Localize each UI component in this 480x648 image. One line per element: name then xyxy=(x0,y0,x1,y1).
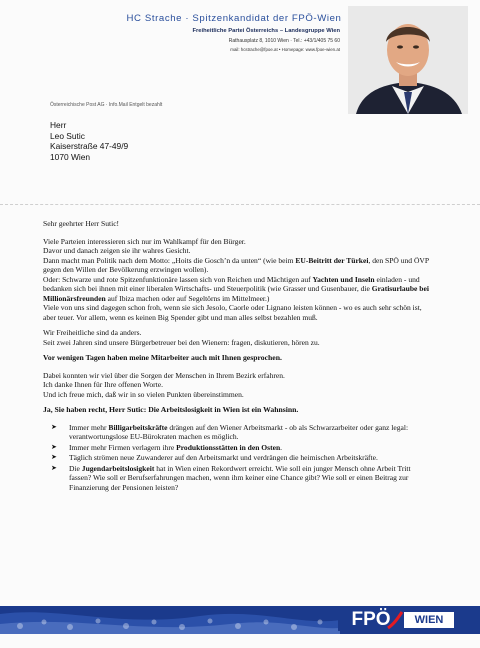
intro-line-4e: auf Ibiza machen oder auf Segeltörns im Mittelmeer.) xyxy=(105,293,270,303)
thanks-line-3: Und ich freue mich, daß wir in so vielen Punkten übereinstimmen. xyxy=(43,389,244,399)
bullet-1a: Immer mehr xyxy=(69,422,109,432)
letterhead-contact: mail: hcstrache@fpoe.at • Homepage: www.fpoe-wien.at xyxy=(230,47,340,52)
different-line-1: Wir Freiheitliche sind da anders. xyxy=(43,328,142,337)
list-item xyxy=(51,422,433,442)
logo-wien-text: WIEN xyxy=(404,612,454,628)
fold-divider xyxy=(0,204,480,205)
bullet-2c: . xyxy=(280,442,283,452)
recipient-city: 1070 Wien xyxy=(50,151,91,162)
recipient-name: Leo Sutic xyxy=(50,130,85,141)
different-line-2: Seit zwei Jahren sind unsere Bürgerbetreuer bei den Wienern: fragen, diskutieren, hören zu. xyxy=(43,337,320,347)
portrait-photo xyxy=(348,6,468,114)
arrow-bullet-icon: ➤ xyxy=(51,442,57,451)
arrow-bullet-icon: ➤ xyxy=(51,453,57,461)
paragraph-thanks xyxy=(43,371,433,400)
headline-staff-visit: Vor wenigen Tagen haben meine Mitarbeiter auch mit Ihnen gesprochen. xyxy=(43,353,282,362)
bullet-2b: Produktionsstätten in den Osten xyxy=(176,442,281,452)
letterhead-title: HC Strache · Spitzenkandidat der FPÖ-Wien xyxy=(126,13,342,24)
bullet-1b: Billigarbeitskräfte xyxy=(108,422,168,432)
letter-salutation: Sehr geehrter Herr Sutic! xyxy=(43,219,120,228)
intro-line-3a: Dann macht man Politik nach dem Motto: „Hoits die Gosch’n da unten“ (wie beim xyxy=(43,255,296,265)
paragraph-intro xyxy=(43,237,433,323)
thanks-line-2: Ich danke Ihnen für Ihre offenen Worte. xyxy=(43,380,164,389)
letter-body xyxy=(43,219,433,493)
intro-line-3c: , den SPÖ und ÖVP gegen den Willen der Bevölkerung erzwingen wollen). xyxy=(43,255,429,274)
intro-line-3b: EU-Beitritt der Türkei xyxy=(295,255,369,265)
intro-line-4b: Yachten und Inseln xyxy=(312,274,375,284)
intro-line-2: Davor und danach zeigen sie ihr wahres Gesicht. xyxy=(43,246,191,255)
bullet-list xyxy=(43,423,433,493)
intro-line-4a: Oder: Schwarze und rote Spitzenfunktionäre lassen sich von Reichen und Mächtigen auf xyxy=(43,274,313,284)
logo-swoosh-icon xyxy=(386,610,404,630)
list-item xyxy=(51,453,433,463)
intro-line-4d: Gratisurlaube bei Millionärsfreunden xyxy=(43,284,429,303)
bullet-4b: Jugendarbeitslosigkeit xyxy=(81,463,155,473)
list-item xyxy=(51,463,433,493)
bullet-3: Täglich strömen neue Zuwanderer auf den Arbeitsmarkt und verdrängen die heimischen Arbeitskräfte. xyxy=(69,453,378,462)
bullet-4c: hat in Wien einen Rekordwert erreicht. Wie soll ein junger Mensch ohne Arbeit Tritt fassen? Wie soll er Berufserfahrungen machen, wenn ihm keiner eine Chance gibt? Wie soll er einen Beitrag zur Finanzierung der Pensionen leisten? xyxy=(69,463,411,492)
headline-unemployment: Ja, Sie haben recht, Herr Sutic: Die Arbeitslosigkeit in Wien ist ein Wahnsinn. xyxy=(43,405,299,414)
bullet-2a: Immer mehr Firmen verlagern ihre xyxy=(69,442,177,452)
arrow-bullet-icon: ➤ xyxy=(51,422,57,431)
recipient-street: Kaiserstraße 47-49/9 xyxy=(50,141,129,152)
intro-line-4c: einladen - und bedanken sich bei ihnen mit einer liberalen Wirtschafts- und Steuerpolitik (wie Grasser und Gusenbauer, die xyxy=(43,274,420,293)
list-item xyxy=(51,442,433,453)
bullet-4a: Die xyxy=(69,463,82,473)
fpoe-wien-logo xyxy=(338,609,460,631)
letterhead-address: Rathausplatz 8, 1010 Wien · Tel.: +43/1/405 75 60 xyxy=(228,38,340,44)
paragraph-different xyxy=(43,328,433,347)
postmark-line: Österreichische Post AG · Info.Mail Entgelt bezahlt xyxy=(50,102,163,108)
recipient-address xyxy=(50,120,128,162)
letterhead-party: Freiheitliche Partei Österreichs – Landesgruppe Wien xyxy=(192,28,340,34)
intro-line-5: Viele von uns sind dagegen schon froh, wenn sie sich Jesolo, Caorle oder Lignano leisten können - wo es auch sehr schön ist, aber teuer. Vor allem, wenn es keinen Big Spender gibt und man alles selbst bezahlen muß. xyxy=(43,303,422,322)
intro-line-1: Viele Parteien interessieren sich nur im Wahlkampf für den Bürger. xyxy=(43,236,246,246)
recipient-salutation: Herr xyxy=(50,120,67,130)
thanks-line-1: Dabei konnten wir viel über die Sorgen der Menschen in Ihrem Bezirk erfahren. xyxy=(43,370,285,380)
logo-fpo-text: FPÖ xyxy=(338,609,404,631)
bullet-1c: drängen auf den Wiener Arbeitsmarkt - ob als Schwarzarbeiter oder ganz legal: verantwortungslose EU-Bürokraten machen es möglich. xyxy=(69,422,409,441)
arrow-bullet-icon: ➤ xyxy=(51,463,57,472)
